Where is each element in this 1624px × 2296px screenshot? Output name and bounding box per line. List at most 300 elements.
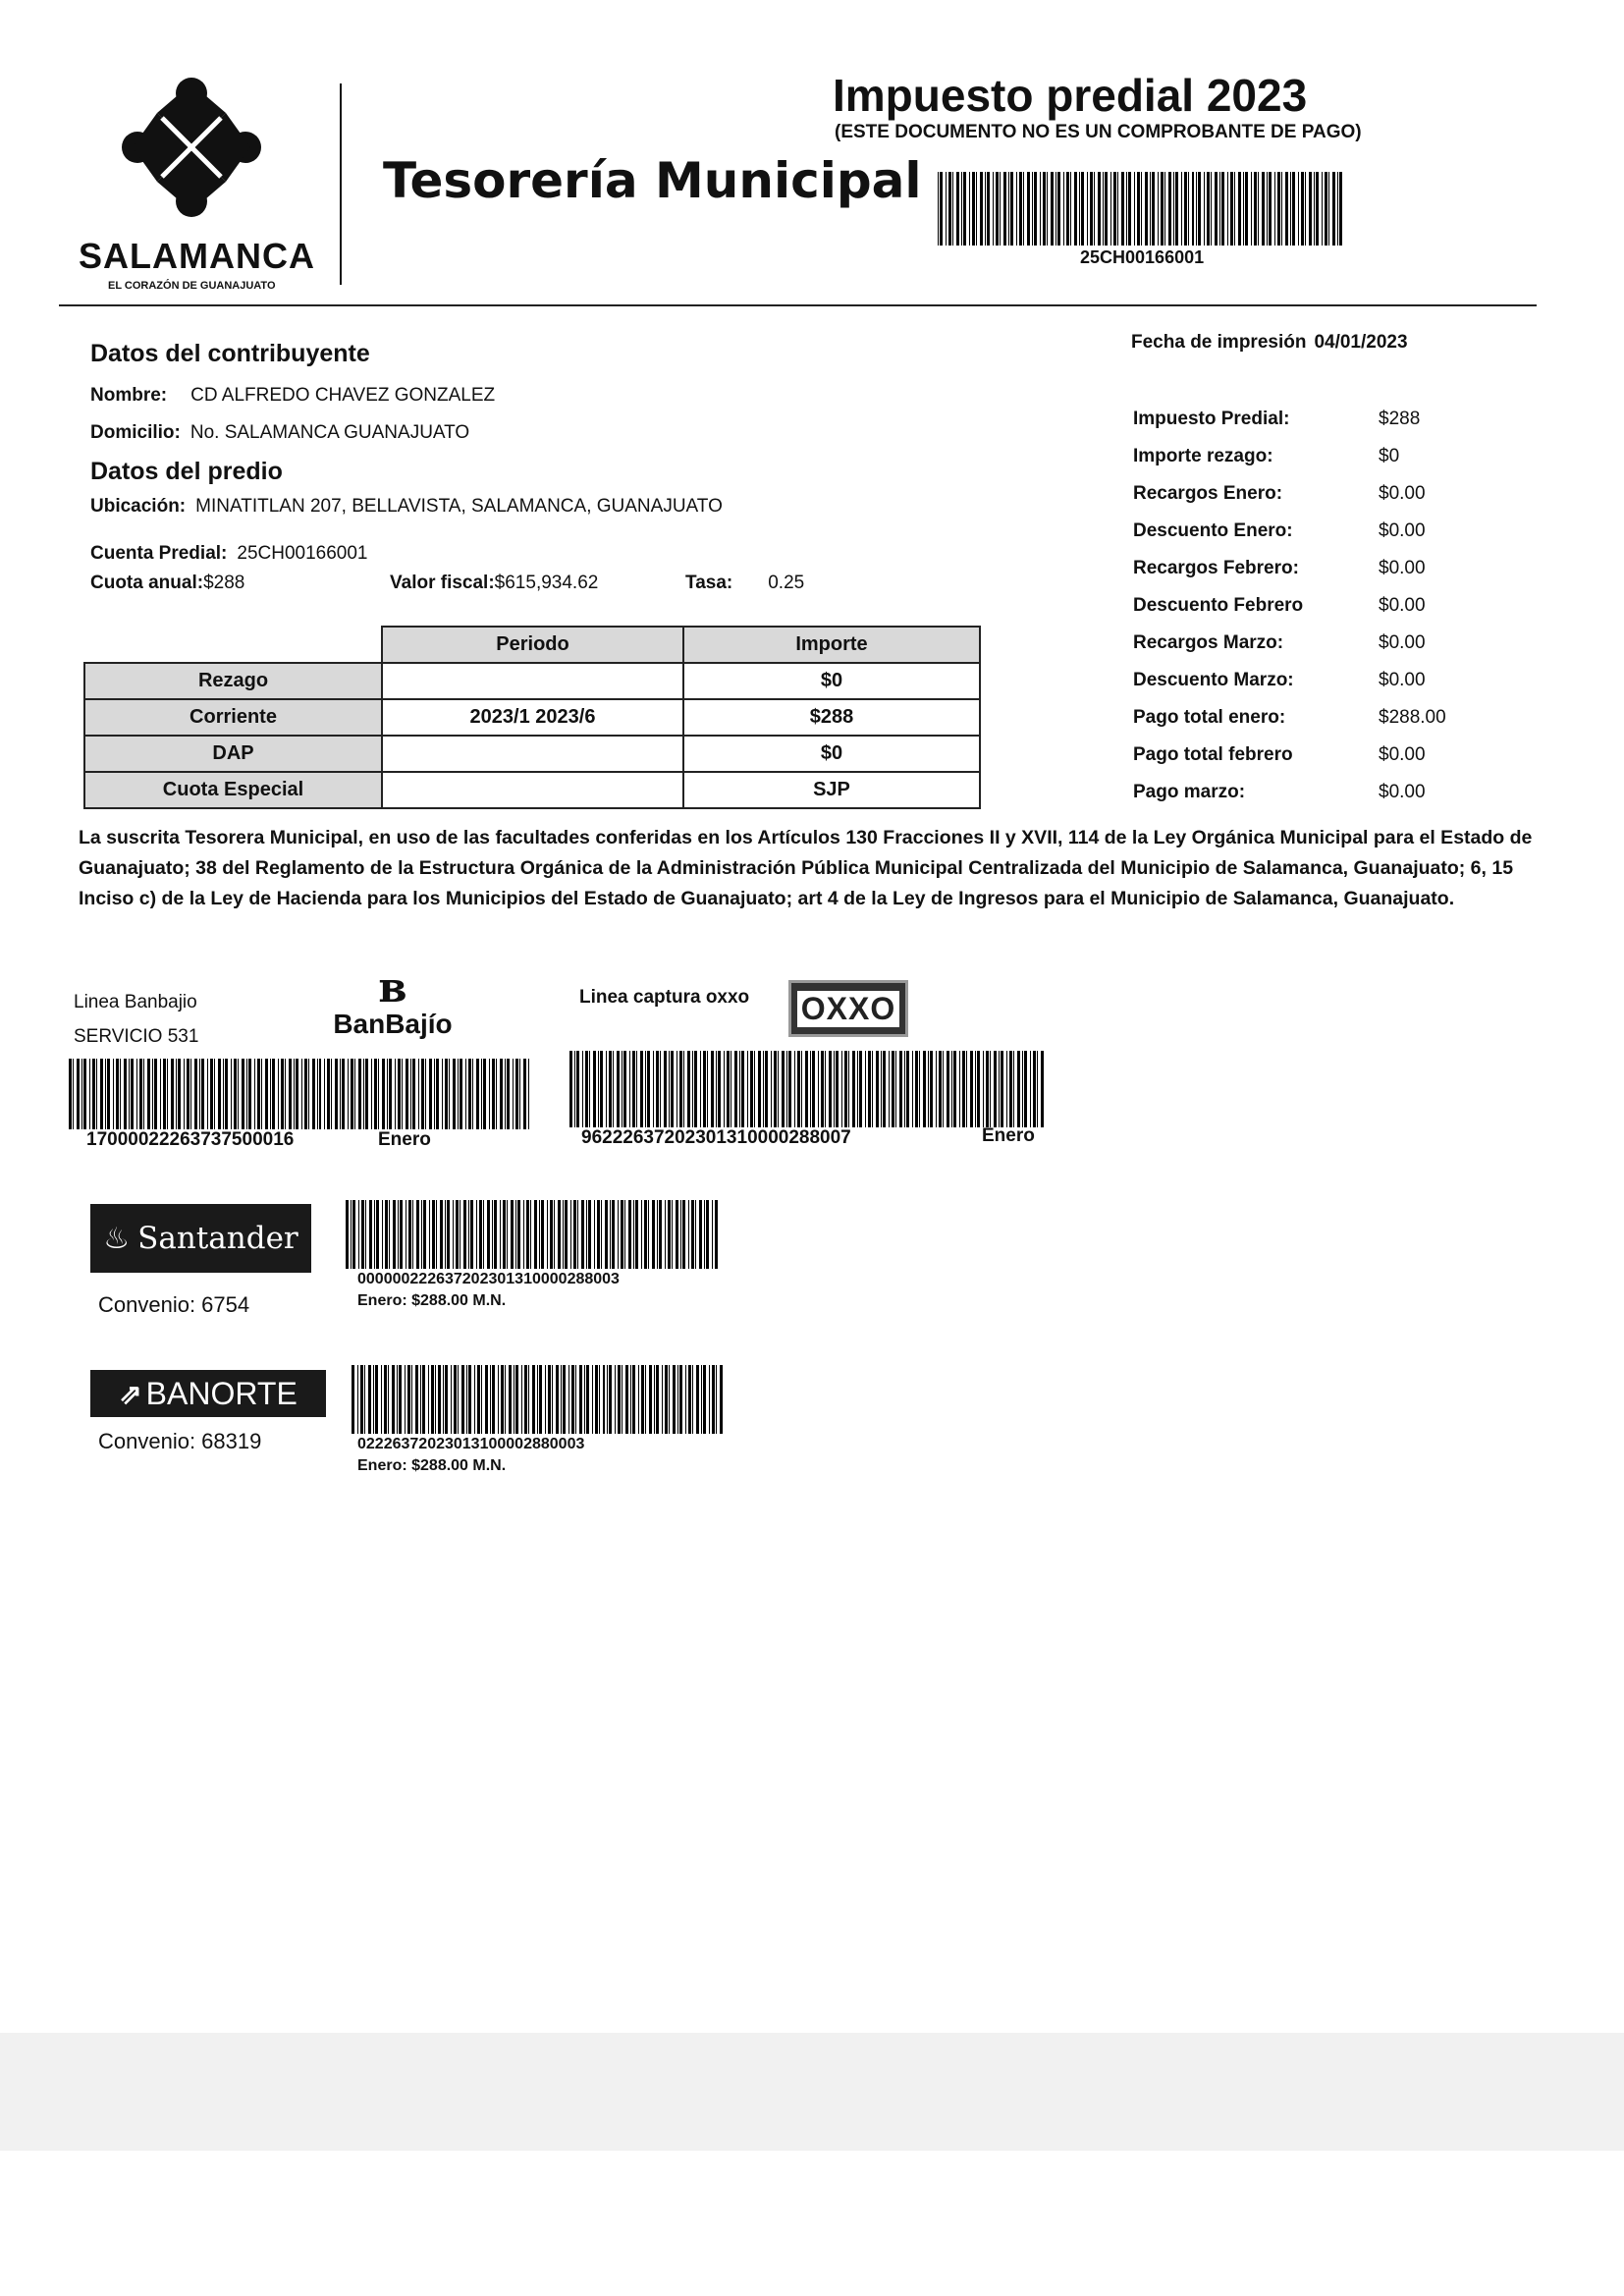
barcode-bar [936, 1051, 937, 1127]
barcode-bar [199, 1059, 200, 1129]
barcode-bar [456, 1200, 459, 1269]
barcode-bar [436, 1200, 437, 1269]
barcode-bar [605, 1200, 608, 1269]
barcode-bar [352, 1200, 355, 1269]
barcode-bar [537, 1365, 538, 1434]
barcode-bar [423, 1200, 426, 1269]
barcode-bar [1309, 172, 1312, 246]
banorte-logo-text: BANORTE [145, 1375, 298, 1411]
barcode-bar [399, 1365, 402, 1434]
barcode-bar [657, 1200, 658, 1269]
address-value: No. SALAMANCA GUANAJUATO [189, 422, 470, 443]
barcode-bar [1175, 172, 1178, 246]
barcode-bar [1009, 1051, 1012, 1127]
barcode-bar [1168, 172, 1171, 246]
barcode-bar [231, 1059, 232, 1129]
barcode-bar [1081, 172, 1084, 246]
barcode-bar [1258, 172, 1259, 246]
barcode-bar [857, 1051, 858, 1127]
barcode-bar [881, 1051, 882, 1127]
barcode-bar [649, 1365, 652, 1434]
barcode-bar [294, 1059, 295, 1129]
barcode-bar [579, 1365, 582, 1434]
barcode-bar [999, 1051, 1000, 1127]
account-barcode-text: 25CH00166001 [1080, 247, 1205, 267]
barcode-bar [492, 1200, 493, 1269]
barcode-bar [207, 1059, 208, 1129]
barcode-bar [435, 1365, 436, 1434]
barcode-bar [466, 1365, 467, 1434]
barcode-bar [363, 1059, 364, 1129]
barcode-bar [609, 1051, 612, 1127]
barcode-bar [586, 1365, 589, 1434]
barcode-bar [507, 1059, 510, 1129]
oxxo-logo-text: OXXO [797, 991, 899, 1027]
barcode-bar [381, 1365, 382, 1434]
barcode-bar [928, 1051, 929, 1127]
barcode-bar [841, 1051, 842, 1127]
barcode-bar [977, 1051, 980, 1127]
barcode-bar [610, 1200, 611, 1269]
barcode-bar [703, 1051, 706, 1127]
barcode-bar [327, 1059, 330, 1129]
barcode-bar [406, 1059, 408, 1129]
barcode-bar [597, 1200, 600, 1269]
barcode-bar [1128, 172, 1131, 246]
barcode-bar [415, 1365, 418, 1434]
barcode-bar [410, 1059, 411, 1129]
barcode-bar [586, 1200, 587, 1269]
row-amount: $0 [683, 736, 980, 772]
barcode-bar [136, 1059, 137, 1129]
barcode-bar [561, 1365, 562, 1434]
barcode-bar [194, 1059, 197, 1129]
barcode-bar [412, 1200, 413, 1269]
barcode-bar [782, 1051, 785, 1127]
barcode-bar [1230, 172, 1233, 246]
barcode-bar [187, 1059, 189, 1129]
barcode-bar [420, 1365, 421, 1434]
barcode-bar [524, 1365, 527, 1434]
barcode-bar [1243, 172, 1244, 246]
salamanca-logo [108, 64, 275, 231]
banorte-arrow-icon: ⇗ [119, 1378, 142, 1409]
barcode-bar [528, 1059, 529, 1129]
barcode-bar [445, 1200, 446, 1269]
barcode-bar [652, 1200, 655, 1269]
oxxo-label: Linea captura oxxo [579, 987, 750, 1008]
barcode-bar [1019, 172, 1022, 246]
barcode-bar [374, 1059, 377, 1129]
barcode-bar [865, 1051, 866, 1127]
barcode-bar [421, 1200, 422, 1269]
barcode-bar [565, 1200, 568, 1269]
barcode-bar [389, 1059, 392, 1129]
barcode-bar [492, 1365, 495, 1434]
barcode-bar [1001, 1051, 1003, 1127]
barcode-bar [1134, 172, 1135, 246]
barcode-bar [515, 1059, 518, 1129]
barcode-bar [340, 1059, 341, 1129]
barcode-bar [548, 1365, 551, 1434]
barcode-bar [668, 1200, 671, 1269]
barcode-bar [1316, 172, 1319, 246]
barcode-bar [147, 1059, 150, 1129]
barcode-bar [487, 1200, 490, 1269]
barcode-bar [445, 1059, 448, 1129]
barcode-bar [636, 1051, 637, 1127]
barcode-bar [1022, 1051, 1023, 1127]
barcode-bar [618, 1365, 621, 1434]
barcode-bar [429, 1059, 432, 1129]
barcode-bar [416, 1200, 419, 1269]
barcode-bar [519, 1059, 520, 1129]
barcode-bar [600, 1051, 603, 1127]
barcode-bar [904, 1051, 905, 1127]
barcode-bar [1066, 172, 1069, 246]
row-amount: SJP [683, 772, 980, 808]
barcode-bar [1110, 172, 1111, 246]
barcode-bar [432, 1200, 435, 1269]
barcode-bar [959, 1051, 960, 1127]
barcode-bar [1274, 172, 1275, 246]
barcode-bar [601, 1200, 602, 1269]
barcode-bar [365, 1200, 366, 1269]
barcode-bar [210, 1059, 213, 1129]
barcode-bar [402, 1059, 403, 1129]
barcode-bar [545, 1365, 546, 1434]
barcode-bar [966, 1051, 967, 1127]
barcode-bar [129, 1059, 130, 1129]
barcode-bar [970, 1051, 973, 1127]
barcode-bar [1033, 1051, 1036, 1127]
barcode-bar [388, 1365, 389, 1434]
barcode-bar [765, 1051, 768, 1127]
barcode-bar [1227, 172, 1228, 246]
barcode-bar [331, 1059, 332, 1129]
barcode-bar [257, 1059, 260, 1129]
banorte-code: 02226372023013100002880003 [357, 1436, 585, 1452]
barcode-bar [503, 1200, 506, 1269]
barcode-bar [688, 1200, 689, 1269]
barcode-bar [676, 1200, 678, 1269]
row-concept: Cuota Especial [84, 772, 382, 808]
banorte-logo [90, 1370, 326, 1417]
barcode-bar [633, 1200, 634, 1269]
barcode-bar [683, 1051, 684, 1127]
barcode-bar [712, 1200, 713, 1269]
barcode-bar [585, 1051, 588, 1127]
barcode-bar [1074, 172, 1077, 246]
barcode-bar [805, 1051, 808, 1127]
barcode-bar [152, 1059, 153, 1129]
barcode-bar [374, 1200, 375, 1269]
barcode-bar [489, 1059, 490, 1129]
barcode-bar [825, 1051, 826, 1127]
barcode-bar [201, 1059, 204, 1129]
address-label: Domicilio: [90, 422, 181, 443]
row-concept: DAP [84, 736, 382, 772]
barcode-bar [648, 1200, 649, 1269]
barcode-bar [317, 1059, 318, 1129]
barcode-bar [1016, 172, 1017, 246]
barcode-bar [1051, 172, 1054, 246]
barcode-bar [171, 1059, 174, 1129]
barcode-bar [961, 172, 962, 246]
barcode-bar [906, 1051, 909, 1127]
barcode-bar [408, 1200, 411, 1269]
account-label: Cuenta Predial: [90, 543, 228, 564]
barcode-bar [368, 1365, 371, 1434]
barcode-bar [699, 1200, 702, 1269]
barcode-bar [617, 1051, 620, 1127]
brand-tagline: EL CORAZÓN DE GUANAJUATO [108, 280, 276, 292]
barcode-bar [405, 1365, 406, 1434]
barcode-bar [434, 1059, 435, 1129]
barcode-bar [1047, 172, 1048, 246]
table-header-amount: Importe [683, 627, 980, 663]
barcode-bar [1204, 172, 1205, 246]
barcode-bar [563, 1200, 564, 1269]
barcode-bar [592, 1365, 593, 1434]
barcode-bar [569, 1051, 572, 1127]
barcode-bar [975, 1051, 976, 1127]
barcode-bar [1173, 172, 1174, 246]
print-date [1131, 332, 1408, 354]
barcode-bar [603, 1365, 606, 1434]
barcode-bar [876, 1051, 879, 1127]
barcode-bar [463, 1200, 466, 1269]
barcode-bar [598, 1051, 599, 1127]
barcode-bar [1121, 172, 1124, 246]
barcode-bar [1017, 1051, 1020, 1127]
barcode-bar [568, 1365, 569, 1434]
barcode-bar [443, 1365, 444, 1434]
barcode-bar [700, 1051, 701, 1127]
property-section-title: Datos del predio [90, 458, 283, 485]
barcode-bar [1325, 172, 1327, 246]
barcode-bar [872, 1051, 873, 1127]
barcode-bar [758, 1051, 761, 1127]
barcode-bar [385, 1200, 388, 1269]
barcode-bar [1305, 172, 1306, 246]
barcode-bar [609, 1365, 612, 1434]
barcode-bar [613, 1051, 614, 1127]
barcode-bar [223, 1059, 224, 1129]
barcode-bar [346, 1200, 349, 1269]
barcode-bar [709, 1365, 710, 1434]
barcode-bar [1027, 172, 1030, 246]
banorte-convenio: Convenio: 68319 [98, 1429, 262, 1453]
barcode-bar [364, 1365, 365, 1434]
barcode-bar [69, 1059, 72, 1129]
barcode-bar [571, 1365, 574, 1434]
account-value: 25CH00166001 [237, 543, 368, 564]
barcode-bar [100, 1059, 103, 1129]
barcode-bar [622, 1051, 623, 1127]
barcode-bar [695, 1200, 696, 1269]
barcode-bar [1013, 1051, 1014, 1127]
barcode-bar [1158, 172, 1159, 246]
table-row [84, 772, 980, 808]
barcode-bar [946, 172, 947, 246]
barcode-bar [939, 1051, 942, 1127]
barcode-bar [834, 1051, 835, 1127]
banorte-amount: Enero: $288.00 M.N. [357, 1457, 507, 1474]
santander-flame-icon: ♨ [103, 1222, 131, 1255]
barcode-bar [584, 1365, 585, 1434]
barcode-bar [465, 1059, 466, 1129]
barcode-bar [376, 1200, 379, 1269]
barcode-bar [1057, 172, 1060, 246]
barcode-bar [436, 1059, 439, 1129]
barcode-bar [440, 1200, 443, 1269]
legal-text: La suscrita Tesorera Municipal, en uso de las facultades conferidas en los Artículos 130 Fracciones II y XVII, 114 de la Ley Orgánica Municipal para el Estado de Guanajuato; 38 del Reglamento de la Estructura Orgánica de la Administración Pública Municipal Centralizada del Municipio de Salamanca, Guanajuato; 6, 15 Inciso c) de la Ley de Hacienda para los Municipios del Estado de Guanajuato; art 4 de la Ley de Ingresos para el Municipio de Salamanca, Guanajuato. [79, 827, 1533, 909]
print-date-label: Fecha de impresión [1131, 332, 1307, 353]
barcode-bar [644, 1200, 647, 1269]
row-period [382, 772, 683, 808]
barcode-bar [570, 1200, 571, 1269]
barcode-bar [351, 1200, 352, 1269]
banbajio-barcode [69, 1059, 530, 1129]
barcode-bar [154, 1059, 157, 1129]
barcode-bar [734, 1051, 737, 1127]
barcode-bar [1277, 172, 1280, 246]
barcode-bar [994, 1051, 997, 1127]
barcode-bar [468, 1059, 471, 1129]
barcode-bar [304, 1059, 307, 1129]
barcode-bar [498, 1365, 499, 1434]
barcode-bar [1322, 172, 1323, 246]
barcode-bar [242, 1059, 244, 1129]
barcode-bar [1314, 172, 1315, 246]
barcode-bar [470, 1200, 473, 1269]
barcode-bar [1117, 172, 1118, 246]
rate-label: Tasa: [685, 573, 733, 593]
barcode-bar [1161, 172, 1164, 246]
barcode-bar [720, 1365, 723, 1434]
barcode-bar [411, 1365, 412, 1434]
barcode-bar [554, 1200, 555, 1269]
barcode-bar [947, 1051, 949, 1127]
barcode-bar [1285, 172, 1288, 246]
oxxo-barcode [569, 1051, 1046, 1127]
banbajio-logo-text: BanBajío [333, 1009, 453, 1039]
barcode-bar [653, 1051, 654, 1127]
barcode-bar [1238, 172, 1241, 246]
barcode-bar [494, 1200, 497, 1269]
barcode-bar [1006, 1051, 1007, 1127]
barcode-bar [912, 1051, 913, 1127]
barcode-bar [1152, 172, 1155, 246]
footer-band [0, 2033, 1624, 2151]
barcode-bar [1198, 172, 1201, 246]
barcode-bar [656, 1051, 659, 1127]
barcode-bar [797, 1051, 800, 1127]
brand-name: SALAMANCA [79, 236, 315, 276]
barcode-bar [727, 1051, 730, 1127]
barcode-bar [428, 1365, 429, 1434]
barcode-bar [1126, 172, 1127, 246]
rate-value: 0.25 [768, 573, 805, 593]
barcode-bar [771, 1051, 772, 1127]
name-label: Nombre: [90, 385, 168, 406]
barcode-bar [389, 1200, 390, 1269]
barcode-bar [1103, 172, 1104, 246]
barcode-bar [712, 1365, 715, 1434]
period-table [83, 626, 981, 809]
barcode-bar [526, 1200, 529, 1269]
barcode-bar [92, 1059, 95, 1129]
barcode-bar [143, 1059, 144, 1129]
barcode-bar [1245, 172, 1248, 246]
barcode-bar [485, 1365, 488, 1434]
barcode-bar [1063, 172, 1064, 246]
barcode-bar [1150, 172, 1151, 246]
barcode-bar [301, 1059, 302, 1129]
barcode-bar [547, 1200, 548, 1269]
barcode-bar [1281, 172, 1282, 246]
barcode-bar [1041, 1051, 1044, 1127]
barcode-bar [431, 1365, 434, 1434]
barcode-bar [476, 1200, 477, 1269]
barcode-bar [483, 1200, 484, 1269]
barcode-bar [692, 1051, 693, 1127]
barcode-bar [515, 1200, 516, 1269]
barcode-bar [272, 1059, 275, 1129]
barcode-bar [214, 1059, 215, 1129]
taxpayer-section-title: Datos del contribuyente [90, 340, 370, 367]
barcode-bar [490, 1365, 491, 1434]
barcode-bar [468, 1200, 469, 1269]
barcode-bar [595, 1365, 598, 1434]
barcode-bar [400, 1200, 403, 1269]
location-label: Ubicación: [90, 496, 187, 517]
barcode-bar [1070, 172, 1071, 246]
barcode-bar [962, 1051, 965, 1127]
barcode-bar [818, 1051, 819, 1127]
barcode-bar [523, 1059, 526, 1129]
barcode-bar [589, 1051, 590, 1127]
barcode-bar [1207, 172, 1210, 246]
barcode-bar [923, 1051, 926, 1127]
barcode-bar [369, 1200, 372, 1269]
barcode-bar [442, 1059, 443, 1129]
barcode-bar [289, 1059, 292, 1129]
barcode-bar [281, 1059, 284, 1129]
barcode-bar [357, 1365, 358, 1434]
barcode-bar [963, 172, 966, 246]
barcode-bar [270, 1059, 271, 1129]
barcode-bar [1034, 172, 1037, 246]
annual-value: $288 [203, 573, 245, 593]
barcode-bar [160, 1059, 161, 1129]
barcode-bar [1339, 172, 1342, 246]
barcode-bar [511, 1200, 514, 1269]
barcode-bar [679, 1365, 682, 1434]
barcode-bar [956, 172, 959, 246]
barcode-bar [883, 1051, 886, 1127]
barcode-bar [371, 1059, 372, 1129]
barcode-bar [829, 1051, 832, 1127]
barcode-bar [556, 1365, 559, 1434]
barcode-bar [660, 1051, 661, 1127]
print-date-value: 04/01/2023 [1314, 332, 1408, 353]
barcode-bar [1079, 172, 1080, 246]
barcode-bar [523, 1200, 524, 1269]
barcode-bar [500, 1200, 501, 1269]
barcode-bar [948, 172, 951, 246]
